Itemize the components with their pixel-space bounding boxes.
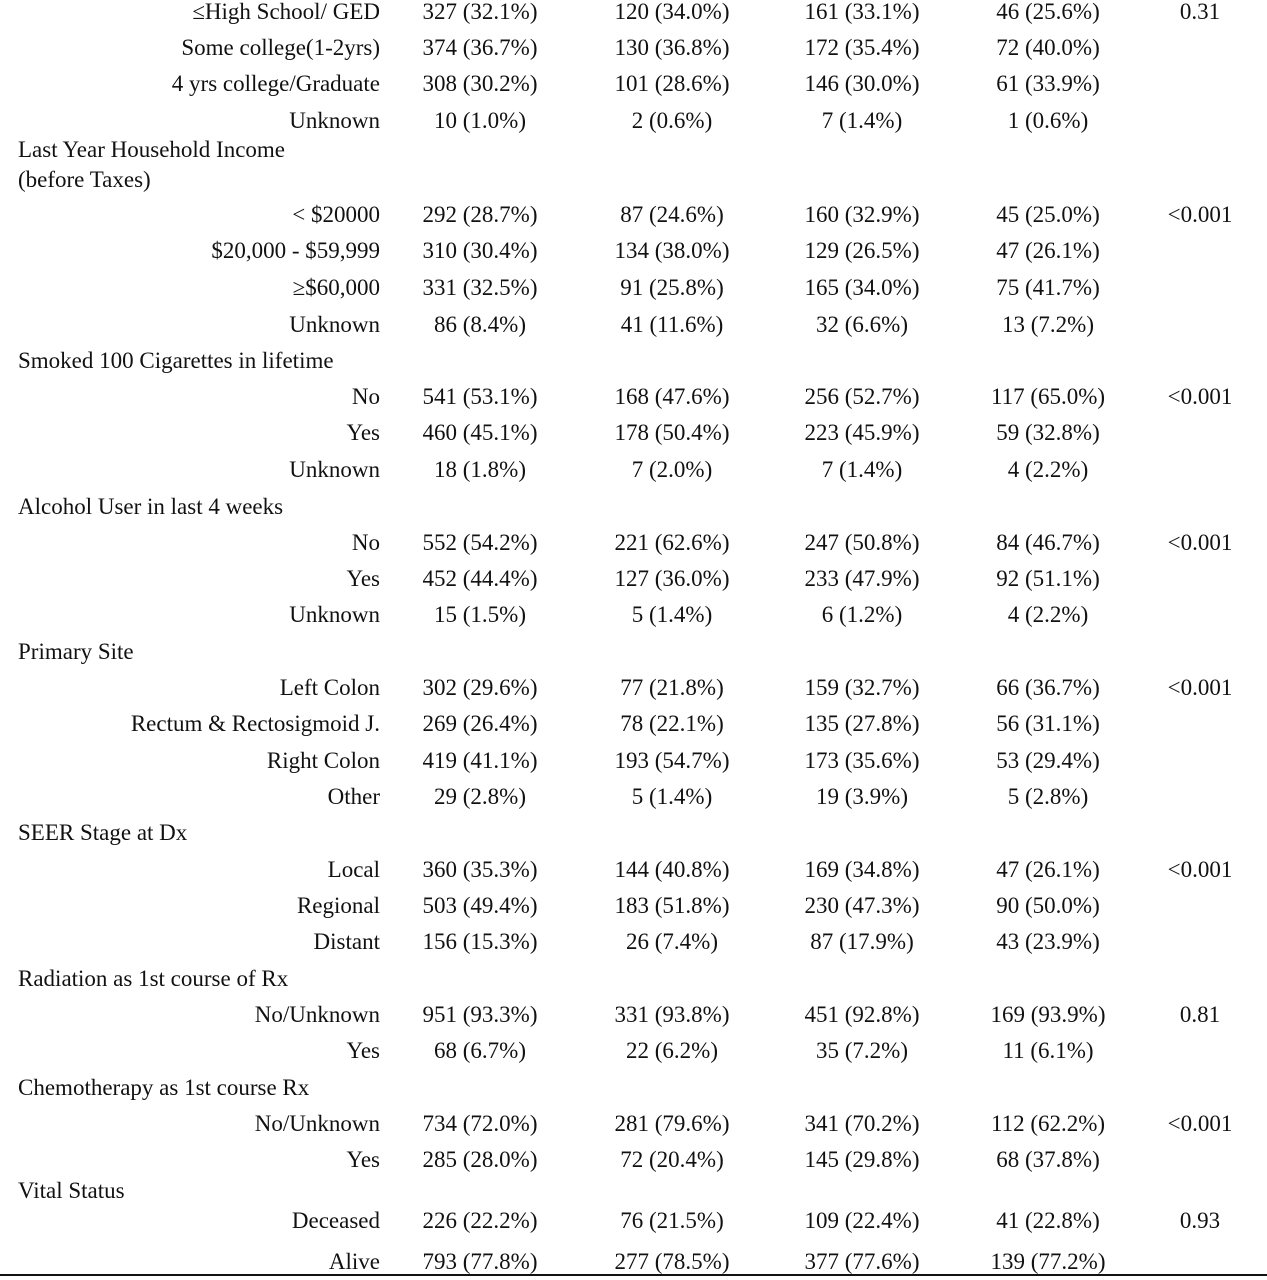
- row-label: Left Colon: [279, 675, 380, 700]
- row-label: Right Colon: [266, 748, 380, 773]
- table-cell: 541 (53.1%): [422, 384, 538, 409]
- table-cell: 419 (41.1%): [422, 748, 538, 773]
- table-cell: 15 (1.5%): [434, 602, 526, 627]
- table-cell: 87 (17.9%): [810, 929, 914, 954]
- table-cell: 18 (1.8%): [434, 457, 526, 482]
- p-value-cell: 0.81: [1179, 1002, 1221, 1027]
- table-cell: 10 (1.0%): [434, 108, 526, 133]
- table-cell: 183 (51.8%): [614, 893, 730, 918]
- table-cell: 117 (65.0%): [990, 384, 1106, 409]
- table-cell: 360 (35.3%): [422, 857, 538, 882]
- table-cell: 161 (33.1%): [804, 0, 920, 24]
- row-label: Yes: [346, 1147, 380, 1172]
- table-cell: 41 (22.8%): [996, 1208, 1100, 1233]
- table-row: [0, 418, 1267, 448]
- row-label: Unknown: [289, 602, 380, 627]
- row-label: Rectum & Rectosigmoid J.: [130, 711, 380, 736]
- table-cell: 72 (40.0%): [996, 35, 1100, 60]
- table-cell: 734 (72.0%): [422, 1111, 538, 1136]
- table-cell: 13 (7.2%): [1002, 312, 1094, 337]
- table-cell: 68 (6.7%): [434, 1038, 526, 1063]
- table-cell: 168 (47.6%): [614, 384, 730, 409]
- table-cell: 269 (26.4%): [422, 711, 538, 736]
- table-cell: 552 (54.2%): [422, 530, 538, 555]
- table-cell: 169 (34.8%): [804, 857, 920, 882]
- table-row: [0, 855, 1267, 885]
- table-row: [0, 564, 1267, 594]
- table-row: [0, 1036, 1267, 1066]
- p-value-cell: <0.001: [1167, 675, 1233, 700]
- p-value-cell: <0.001: [1167, 202, 1233, 227]
- table-cell: 6 (1.2%): [821, 602, 903, 627]
- table-row: [0, 310, 1267, 340]
- table-cell: 233 (47.9%): [804, 566, 920, 591]
- table-cell: 87 (24.6%): [620, 202, 724, 227]
- table-cell: 308 (30.2%): [422, 71, 538, 96]
- section-header-row: [0, 165, 1267, 195]
- table-cell: 4 (2.2%): [1007, 457, 1089, 482]
- table-cell: 53 (29.4%): [996, 748, 1100, 773]
- table-cell: 109 (22.4%): [804, 1208, 920, 1233]
- table-cell: 76 (21.5%): [620, 1208, 724, 1233]
- table-row: [0, 1109, 1267, 1139]
- table-cell: 59 (32.8%): [996, 420, 1100, 445]
- table-cell: 374 (36.7%): [422, 35, 538, 60]
- section-header-row: [0, 1073, 1267, 1103]
- table-cell: 19 (3.9%): [816, 784, 908, 809]
- table-cell: 178 (50.4%): [614, 420, 730, 445]
- row-label: Yes: [346, 420, 380, 445]
- table-row: [0, 106, 1267, 136]
- table-row: [0, 1000, 1267, 1030]
- section-header-row: [0, 1176, 1267, 1206]
- table-cell: 130 (36.8%): [614, 35, 730, 60]
- table-cell: 281 (79.6%): [614, 1111, 730, 1136]
- table-cell: 46 (25.6%): [996, 0, 1100, 24]
- table-cell: 341 (70.2%): [804, 1111, 920, 1136]
- table-cell: 7 (1.4%): [821, 457, 903, 482]
- table-cell: 86 (8.4%): [434, 312, 526, 337]
- table-cell: 159 (32.7%): [804, 675, 920, 700]
- row-label: Distant: [313, 929, 380, 954]
- section-header: SEER Stage at Dx: [18, 820, 188, 845]
- p-value-cell: 0.31: [1179, 0, 1221, 24]
- p-value-cell: <0.001: [1167, 857, 1233, 882]
- table-cell: 145 (29.8%): [804, 1147, 920, 1172]
- section-header-row: [0, 637, 1267, 667]
- table-row: [0, 0, 1267, 27]
- section-header: Chemotherapy as 1st course Rx: [18, 1075, 310, 1100]
- table-cell: 1 (0.6%): [1007, 108, 1089, 133]
- table-cell: 72 (20.4%): [620, 1147, 724, 1172]
- section-header: Smoked 100 Cigarettes in lifetime: [18, 348, 334, 373]
- table-cell: 101 (28.6%): [614, 71, 730, 96]
- table-cell: 45 (25.0%): [996, 202, 1100, 227]
- table-row: [0, 236, 1267, 266]
- section-header-row: [0, 492, 1267, 522]
- row-label: Deceased: [291, 1208, 380, 1233]
- table-cell: 35 (7.2%): [816, 1038, 908, 1063]
- table-cell: 5 (2.8%): [1007, 784, 1089, 809]
- row-label: < $20000: [292, 202, 380, 227]
- table-cell: 156 (15.3%): [422, 929, 538, 954]
- row-label: Unknown: [289, 457, 380, 482]
- row-label: No: [351, 530, 380, 555]
- table-bottom-rule: [0, 1274, 1267, 1276]
- table-cell: 172 (35.4%): [804, 35, 920, 60]
- p-value-cell: 0.93: [1179, 1208, 1221, 1233]
- section-header: Last Year Household Income: [18, 137, 286, 162]
- section-header: Alcohol User in last 4 weeks: [18, 494, 284, 519]
- table-row: [0, 746, 1267, 776]
- table-cell: 11 (6.1%): [1002, 1038, 1094, 1063]
- section-header: (before Taxes): [18, 167, 151, 192]
- table-cell: 146 (30.0%): [804, 71, 920, 96]
- table-cell: 165 (34.0%): [804, 275, 920, 300]
- table-cell: 452 (44.4%): [422, 566, 538, 591]
- table-row: [0, 600, 1267, 630]
- table-cell: 135 (27.8%): [804, 711, 920, 736]
- table-cell: 139 (77.2%): [990, 1249, 1106, 1274]
- row-label: No/Unknown: [254, 1111, 380, 1136]
- table-row: [0, 455, 1267, 485]
- table-row: [0, 528, 1267, 558]
- table-cell: 221 (62.6%): [614, 530, 730, 555]
- section-header-row: [0, 135, 1267, 165]
- table-cell: 285 (28.0%): [422, 1147, 538, 1172]
- section-header: Primary Site: [18, 639, 134, 664]
- section-header-row: [0, 964, 1267, 994]
- table-cell: 331 (32.5%): [422, 275, 538, 300]
- row-label: $20,000 - $59,999: [211, 238, 380, 263]
- table-cell: 247 (50.8%): [804, 530, 920, 555]
- table-row: [0, 382, 1267, 412]
- p-value-cell: <0.001: [1167, 530, 1233, 555]
- p-value-cell: <0.001: [1167, 1111, 1233, 1136]
- table-cell: 951 (93.3%): [422, 1002, 538, 1027]
- table-cell: 2 (0.6%): [631, 108, 713, 133]
- row-label: ≥$60,000: [292, 275, 380, 300]
- table-row: [0, 1145, 1267, 1175]
- table-row: [0, 891, 1267, 921]
- table-cell: 66 (36.7%): [996, 675, 1100, 700]
- table-cell: 793 (77.8%): [422, 1249, 538, 1274]
- table-cell: 451 (92.8%): [804, 1002, 920, 1027]
- row-label: 4 yrs college/Graduate: [171, 71, 380, 96]
- table-cell: 134 (38.0%): [614, 238, 730, 263]
- table-cell: 43 (23.9%): [996, 929, 1100, 954]
- table-cell: 5 (1.4%): [631, 784, 713, 809]
- table-row: [0, 200, 1267, 230]
- table-cell: 277 (78.5%): [614, 1249, 730, 1274]
- table-cell: 256 (52.7%): [804, 384, 920, 409]
- table-cell: 193 (54.7%): [614, 748, 730, 773]
- row-label: Some college(1-2yrs): [181, 35, 380, 60]
- table-cell: 61 (33.9%): [996, 71, 1100, 96]
- table-cell: 160 (32.9%): [804, 202, 920, 227]
- table-cell: 68 (37.8%): [996, 1147, 1100, 1172]
- table-row: [0, 33, 1267, 63]
- table-cell: 7 (2.0%): [631, 457, 713, 482]
- table-row: [0, 673, 1267, 703]
- table-cell: 377 (77.6%): [804, 1249, 920, 1274]
- table-cell: 292 (28.7%): [422, 202, 538, 227]
- row-label: Unknown: [289, 108, 380, 133]
- table-cell: 112 (62.2%): [990, 1111, 1106, 1136]
- table-cell: 226 (22.2%): [422, 1208, 538, 1233]
- table-cell: 91 (25.8%): [620, 275, 724, 300]
- row-label: No/Unknown: [254, 1002, 380, 1027]
- table-row: [0, 709, 1267, 739]
- table-cell: 331 (93.8%): [614, 1002, 730, 1027]
- table-cell: 503 (49.4%): [422, 893, 538, 918]
- table-cell: 4 (2.2%): [1007, 602, 1089, 627]
- table-cell: 56 (31.1%): [996, 711, 1100, 736]
- section-header-row: [0, 818, 1267, 848]
- table-cell: 310 (30.4%): [422, 238, 538, 263]
- table-cell: 7 (1.4%): [821, 108, 903, 133]
- table-row: [0, 273, 1267, 303]
- table-cell: 327 (32.1%): [422, 0, 538, 24]
- table-row: [0, 782, 1267, 812]
- row-label: No: [351, 384, 380, 409]
- table-cell: 120 (34.0%): [614, 0, 730, 24]
- table-cell: 173 (35.6%): [804, 748, 920, 773]
- table-cell: 230 (47.3%): [804, 893, 920, 918]
- p-value-cell: <0.001: [1167, 384, 1233, 409]
- table-cell: 84 (46.7%): [996, 530, 1100, 555]
- table-row: [0, 1206, 1267, 1236]
- table-cell: 144 (40.8%): [614, 857, 730, 882]
- row-label: ≤High School/ GED: [192, 0, 380, 24]
- section-header: Vital Status: [18, 1178, 125, 1203]
- row-label: Other: [327, 784, 380, 809]
- table-cell: 47 (26.1%): [996, 857, 1100, 882]
- table-cell: 26 (7.4%): [626, 929, 718, 954]
- table-cell: 92 (51.1%): [996, 566, 1100, 591]
- table-cell: 169 (93.9%): [990, 1002, 1106, 1027]
- row-label: Unknown: [289, 312, 380, 337]
- table-row: [0, 69, 1267, 99]
- row-label: Local: [327, 857, 380, 882]
- row-label: Regional: [296, 893, 380, 918]
- table-cell: 78 (22.1%): [620, 711, 724, 736]
- table-cell: 460 (45.1%): [422, 420, 538, 445]
- table-cell: 22 (6.2%): [626, 1038, 718, 1063]
- table-cell: 75 (41.7%): [996, 275, 1100, 300]
- table-cell: 127 (36.0%): [614, 566, 730, 591]
- table-cell: 32 (6.6%): [816, 312, 908, 337]
- table-cell: 77 (21.8%): [620, 675, 724, 700]
- table-cell: 223 (45.9%): [804, 420, 920, 445]
- row-label: Yes: [346, 566, 380, 591]
- row-label: Alive: [328, 1249, 380, 1274]
- table-cell: 41 (11.6%): [620, 312, 724, 337]
- table-cell: 302 (29.6%): [422, 675, 538, 700]
- table-cell: 129 (26.5%): [804, 238, 920, 263]
- table-cell: 29 (2.8%): [434, 784, 526, 809]
- table-row: [0, 927, 1267, 957]
- table-cell: 90 (50.0%): [996, 893, 1100, 918]
- row-label: Yes: [346, 1038, 380, 1063]
- section-header-row: [0, 346, 1267, 376]
- section-header: Radiation as 1st course of Rx: [18, 966, 289, 991]
- table-cell: 47 (26.1%): [996, 238, 1100, 263]
- table-row: [0, 1247, 1267, 1277]
- table-cell: 5 (1.4%): [631, 602, 713, 627]
